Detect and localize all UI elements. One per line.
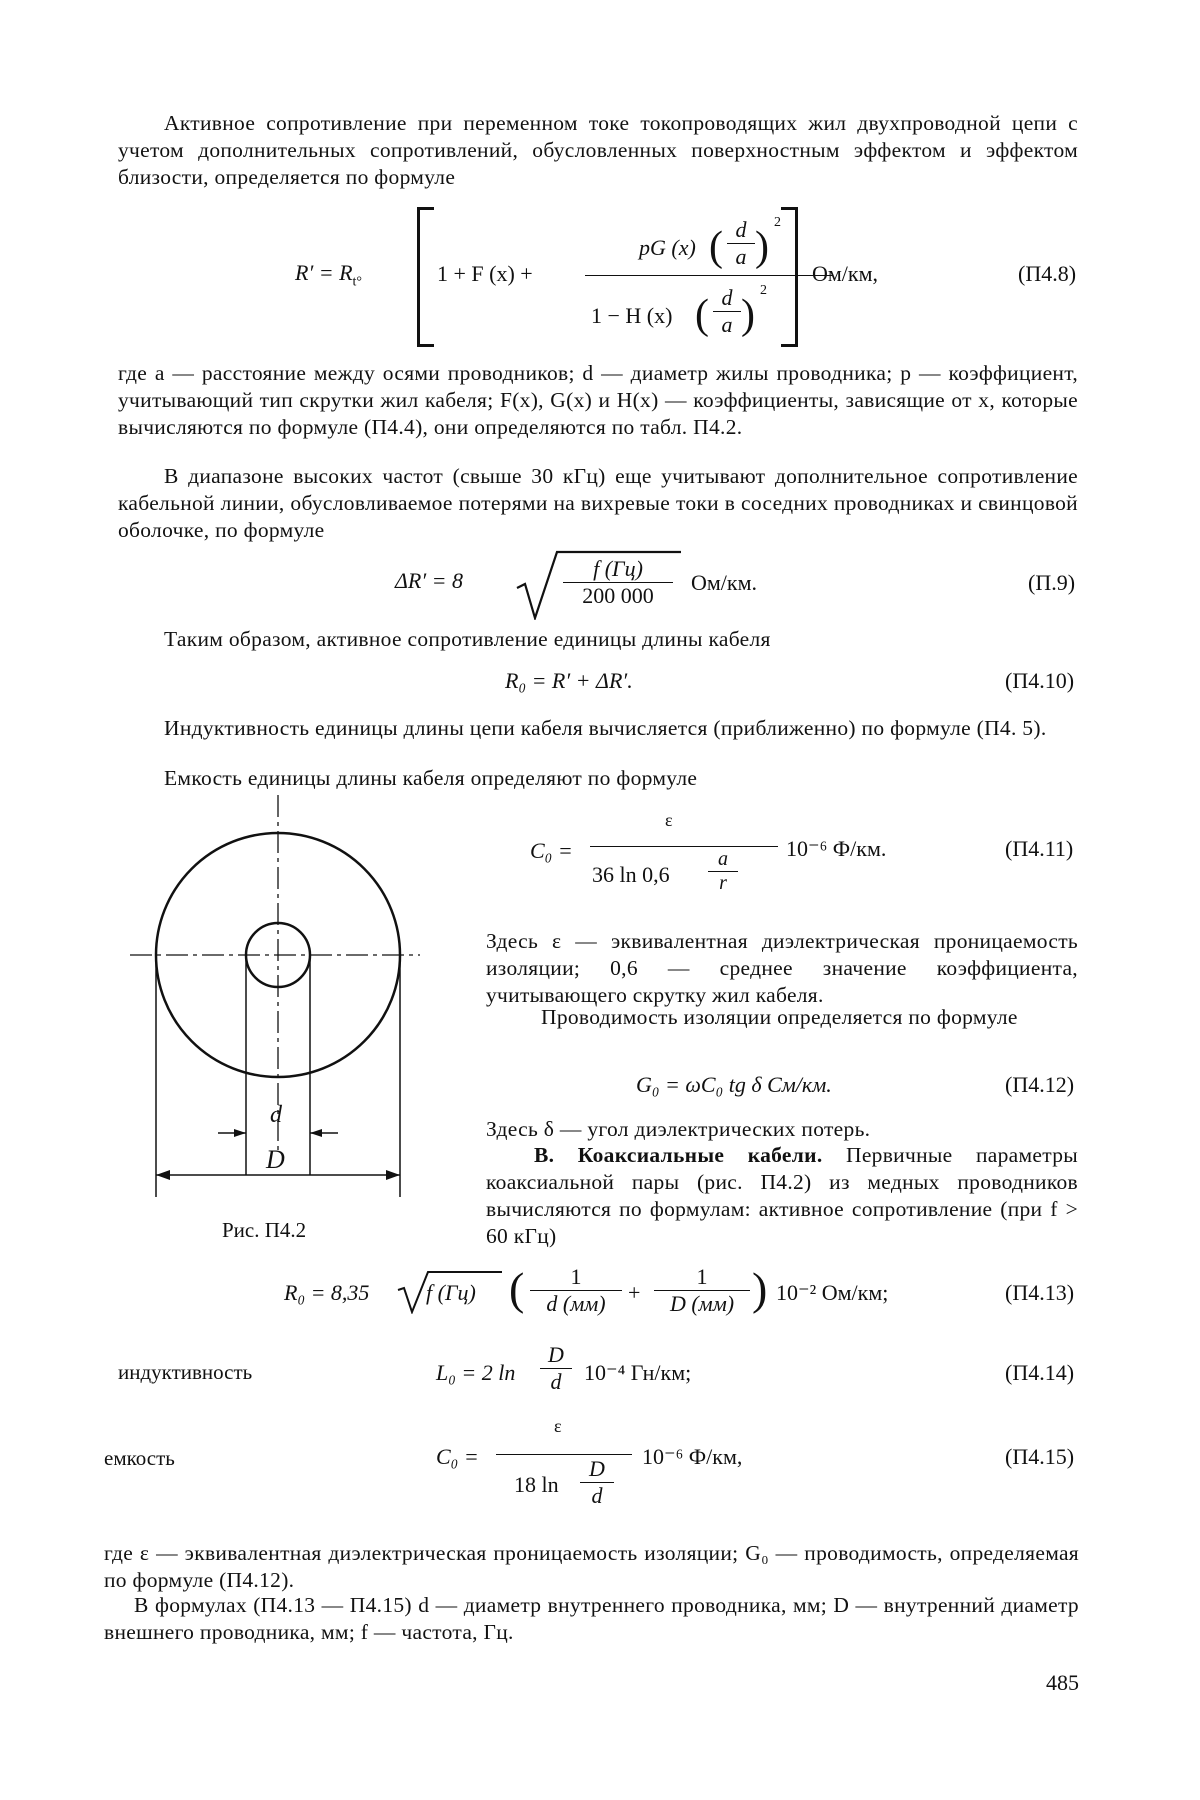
label-capacitance: емкость [104,1446,175,1470]
equation-number-p4-10: (П4.10) [1005,668,1075,693]
formula-p4-8 [295,205,815,345]
paragraph-capacitance: Емкость единицы длины кабеля определяют по формуле [164,766,698,790]
paragraph-formula-notes: В формулах (П4.13 — П4.15) d — диаметр внутреннего проводника, мм; D — внутренний диаметр внешнего проводника, мм; f — частота, Гц. [104,1593,1079,1644]
numerator: pG (x) ( $\frac{d}{a}$ ) 2 [639,215,781,270]
denominator: 1 − H (x) ( $\frac{d}{a}$ ) 2 [591,283,767,338]
sqrt-numerator: f (Гц) [563,556,673,583]
formula-p4-11: C₀ = ε 36 ln 0,6 $\frac{a}{r}$ 10⁻⁶ Ф/км. [530,810,887,894]
section-heading: В. Коаксиальные кабели. [534,1143,823,1167]
paragraph-high-frequency: В диапазоне высоких частот (свыше 30 кГц) еще учитывают дополнительное сопротивление кабельной линии, обусловливаемое потерями на вихревые токи в соседних проводниках и свинцовой оболочке, по формуле [118,464,1078,542]
figure-label-d: d [270,1102,282,1128]
fraction-bar [496,1454,632,1455]
formula-p-9: ΔR′ = 8 f (Гц) 200 000 Ом/км. [395,548,815,618]
equation-number-p4-11: (П4.11) [1005,836,1074,861]
equation-number-p4-13: (П4.13) [1005,1280,1075,1305]
figure-caption: Рис. П4.2 [222,1218,307,1242]
sqrt-denominator: 200 000 [582,583,654,608]
formula-p4-10: R₀ = R′ + ΔR′. [505,668,633,693]
equation-number-p4-15: (П4.15) [1005,1444,1075,1469]
fraction-1: 1 d (мм) [530,1264,622,1317]
figure-label-D: D [266,1145,285,1174]
right-bracket [781,207,798,347]
den-fraction: $\frac{D}{d}$ [580,1456,614,1509]
paragraph-inductance: Индуктивность единицы длины цепи кабеля вычисляется (приближенно) по формуле (П4. 5). [164,716,1047,740]
paragraph-epsilon: Здесь ε — эквивалентная диэлектрическая проницаемость изоляции; 0,6 — среднее значение коэффициента, учитывающего скрутку жил кабеля. [486,929,1078,1007]
paragraph-definitions: где a — расстояние между осями проводников; d — диаметр жилы проводника; p — коэффициент, учитывающий тип скрутки жил кабеля; F(x), G(x) и H(x) — коэффициенты, зависящие от x, которые вычисляются по формуле (П4.4), они определяются по табл. П4.2. [118,361,1078,439]
formula-p4-14: L₀ = 2 ln $\frac{D}{d}$ 10⁻⁴ Гн/км; [436,1342,692,1394]
den-fraction: $\frac{a}{r}$ [708,848,738,895]
label-inductance: индуктивность [118,1360,253,1384]
paragraph-epsilon-coaxial: где ε — эквивалентная диэлектрическая проницаемость изоляции; G₀ — проводимость, определяемая по формуле (П4.12). [104,1541,1079,1592]
page-number: 485 [1046,1670,1079,1695]
formula-p4-12: G₀ = ωC₀ tg δ См/км. [636,1072,832,1097]
equation-number-p4-12: (П4.12) [1005,1072,1075,1097]
formula-lhs: $R' = R_{t^\circ}$ [295,260,363,290]
fraction-bar [590,846,778,847]
paragraph-intro: Активное сопротивление при переменном токе токопроводящих жил двухпроводной цепи с учетом дополнительных сопротивлений, обусловленных поверхностным эффектом и эффектом близости, определяется по формуле [118,111,1078,189]
left-bracket [417,207,434,347]
equation-number-p-9: (П.9) [1028,570,1076,595]
formula-unit: Ом/км, [812,261,879,286]
formula-p4-15: C₀ = ε 18 ln $\frac{D}{d}$ 10⁻⁶ Ф/км, [436,1416,743,1508]
paragraph-loss-angle: Здесь δ — угол диэлектрических потерь. [486,1117,871,1141]
paragraph-thus: Таким образом, активное сопротивление единицы длины кабеля [164,627,771,651]
equation-number-p4-8: (П4.8) [1018,261,1077,286]
equation-number-p4-14: (П4.14) [1005,1360,1075,1385]
paragraph-conductance: Проводимость изоляции определяется по формуле [541,1005,1018,1029]
fraction-D-d: $\frac{D}{d}$ [540,1342,572,1395]
fraction-2: 1 D (мм) [654,1264,750,1317]
formula-p4-13: R₀ = 8,35 f (Гц) ( 1 d (мм) + 1 D (мм) ) 10⁻² Ом/км; [284,1263,889,1316]
paragraph-coaxial: В. Коаксиальные кабели. Первичные параметры коаксиальной пары (рис. П4.2) из медных проводников вычисляются по формулам: активное сопротивление (при f > 60 кГц) [486,1143,1079,1248]
formula-part1: 1 + F (x) + [437,261,533,286]
